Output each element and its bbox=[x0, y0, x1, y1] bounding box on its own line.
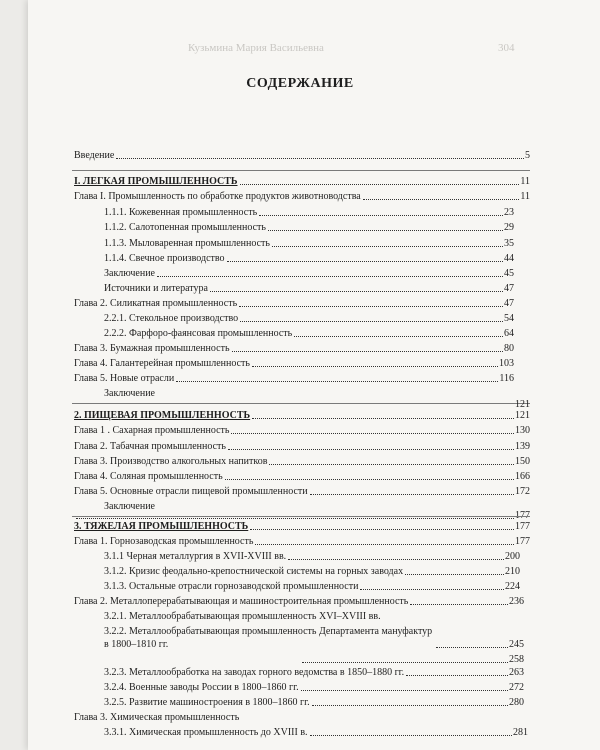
toc-entry-label: I. ЛЕГКАЯ ПРОМЫШЛЕННОСТЬ bbox=[74, 176, 238, 187]
leader-dots bbox=[76, 517, 514, 519]
leader-dots bbox=[227, 260, 503, 262]
leader-dots bbox=[406, 674, 508, 676]
toc-entry-label: 1.1.2. Салотопенная промышленность bbox=[104, 222, 266, 233]
toc-subsection[interactable] bbox=[104, 625, 524, 651]
toc-entry-label: 3.1.2. Кризис феодально-крепостнической системы на горных заводах bbox=[104, 566, 404, 577]
leader-dots bbox=[259, 214, 503, 216]
leader-dots bbox=[302, 661, 508, 663]
toc-entry-label: Глава 2. Силикатная промышленность bbox=[74, 298, 238, 309]
leader-dots bbox=[410, 603, 508, 605]
toc-page-number: 54 bbox=[504, 313, 514, 324]
leader-dots bbox=[405, 573, 504, 575]
toc-chapter[interactable] bbox=[74, 343, 514, 355]
toc-entry-label: Источники и литература bbox=[104, 283, 208, 294]
toc-page-number: 29 bbox=[504, 222, 514, 233]
leader-dots bbox=[116, 157, 524, 159]
toc-page-number: 47 bbox=[504, 283, 514, 294]
leader-dots bbox=[76, 407, 514, 408]
toc-chapter[interactable] bbox=[74, 441, 530, 453]
toc-section-1[interactable] bbox=[74, 176, 530, 188]
leader-dots bbox=[228, 448, 514, 450]
toc-entry-label: Глава 5. Основные отрасли пищевой промышленности bbox=[74, 486, 308, 497]
toc-page-number: 245 bbox=[509, 639, 524, 650]
toc-page-number: 177 bbox=[515, 521, 530, 532]
leader-dots bbox=[363, 198, 520, 200]
leader-dots bbox=[240, 320, 503, 322]
toc-entry-label: Глава 4. Галантерейная промышленность bbox=[74, 358, 250, 369]
leader-dots bbox=[252, 417, 514, 419]
leader-dots bbox=[310, 493, 514, 495]
leader-dots bbox=[231, 432, 514, 434]
toc-entry-label: 3.2.2. Металлообрабатывающая промышленность Департамента мануфактур в 1800–1810 гг. bbox=[104, 626, 433, 650]
toc-page-number: 64 bbox=[504, 328, 514, 339]
toc-entry-label: Заключение bbox=[104, 501, 155, 512]
toc-chapter[interactable] bbox=[74, 596, 524, 608]
toc-entry-label: 3.2.3. Металлообработка на заводах горного ведомства в 1850–1880 гг. bbox=[104, 667, 405, 678]
toc-subsection[interactable] bbox=[104, 682, 524, 694]
page-title: СОДЕРЖАНИЕ bbox=[246, 76, 354, 91]
toc-page-number: 177 bbox=[515, 510, 530, 521]
toc-entry-label: Заключение bbox=[104, 388, 155, 399]
toc-entry-label: Введение bbox=[74, 150, 115, 161]
toc-subsection[interactable] bbox=[104, 207, 514, 219]
toc-entry-label: Глава 4. Соляная промышленность bbox=[74, 471, 223, 482]
toc-entry-label: 1.1.4. Свечное производство bbox=[104, 253, 225, 264]
toc-entry-label: Глава 3. Бумажная промышленность bbox=[74, 343, 230, 354]
section-divider bbox=[72, 516, 530, 517]
toc-section-3[interactable] bbox=[74, 521, 530, 533]
toc-entry-label: Глава 2. Табачная промышленность bbox=[74, 441, 226, 452]
leader-dots bbox=[157, 275, 503, 277]
toc-entry-label: Глава 3. Производство алкогольных напитков bbox=[74, 456, 268, 467]
toc-page-number: 200 bbox=[505, 551, 520, 562]
toc-sources[interactable] bbox=[104, 283, 514, 295]
toc-entry-introduction[interactable] bbox=[74, 150, 530, 162]
toc-subsection[interactable] bbox=[104, 697, 524, 709]
toc-page-number: 272 bbox=[509, 682, 524, 693]
toc-page-number: 45 bbox=[504, 268, 514, 279]
toc-subsection[interactable] bbox=[104, 238, 514, 250]
leader-dots bbox=[268, 229, 503, 231]
toc-entry-label: 1.1.1. Кожевенная промышленность bbox=[104, 207, 258, 218]
toc-subsection[interactable] bbox=[104, 551, 520, 563]
toc-entry-label: Глава I. Промышленность по обработке продуктов животноводства bbox=[74, 191, 361, 202]
toc-section-2[interactable] bbox=[74, 410, 530, 422]
leader-dots bbox=[269, 463, 514, 465]
toc-page-number: 210 bbox=[505, 566, 520, 577]
toc-page-number: 44 bbox=[504, 253, 514, 264]
toc-entry-label: 2. ПИЩЕВАЯ ПРОМЫШЛЕННОСТЬ bbox=[74, 410, 251, 421]
leader-dots bbox=[250, 528, 514, 530]
toc-page-number: 11 bbox=[520, 191, 530, 202]
toc-page-number: 139 bbox=[515, 441, 530, 452]
toc-chapter[interactable] bbox=[74, 298, 514, 310]
toc-page-number: 177 bbox=[515, 536, 530, 547]
toc-subsection[interactable] bbox=[104, 328, 514, 340]
toc-page-number: 103 bbox=[499, 358, 514, 369]
toc-conclusion[interactable] bbox=[104, 268, 514, 280]
leader-dots bbox=[240, 183, 520, 185]
leader-dots bbox=[255, 543, 514, 545]
leader-dots bbox=[301, 689, 508, 691]
toc-page-number: 258 bbox=[509, 654, 524, 665]
toc-continuation-line bbox=[300, 654, 524, 666]
toc-subsection[interactable] bbox=[104, 313, 514, 325]
toc-entry-label: Глава 1 . Сахарная промышленность bbox=[74, 425, 230, 436]
leader-dots bbox=[288, 558, 504, 560]
toc-entry-label: 3. ТЯЖЕЛАЯ ПРОМЫШЛЕННОСТЬ bbox=[74, 521, 249, 532]
leader-dots bbox=[252, 365, 498, 367]
toc-subsection[interactable] bbox=[104, 253, 514, 265]
leader-dots bbox=[310, 734, 512, 736]
toc-page-number: 47 bbox=[504, 298, 514, 309]
toc-page-number: 172 bbox=[515, 486, 530, 497]
bleed-through-page-number: 304 bbox=[498, 42, 515, 54]
toc-entry-label: Заключение bbox=[104, 268, 155, 279]
toc-entry-label: 1.1.3. Мыловаренная промышленность bbox=[104, 238, 270, 249]
toc-entry-label: 3.2.5. Развитие машиностроения в 1800–1860 гг. bbox=[104, 697, 310, 708]
toc-entry-label: Глава 2. Металлоперерабатывающая и машиностроительная промышленность bbox=[74, 596, 409, 607]
leader-dots bbox=[176, 380, 498, 382]
toc-entry-label: Глава 5. Новые отрасли bbox=[74, 373, 175, 384]
toc-entry-label: 3.3.1. Химическая промышленность до XVIII в. bbox=[104, 727, 308, 738]
toc-chapter[interactable] bbox=[74, 456, 530, 468]
toc-chapter[interactable] bbox=[74, 536, 530, 548]
toc-chapter[interactable] bbox=[74, 358, 514, 370]
toc-entry-label: Глава 1. Горнозаводская промышленность bbox=[74, 536, 254, 547]
toc-page-number: 23 bbox=[504, 207, 514, 218]
toc-entry-label: 3.1.3. Остальные отрасли горнозаводской промышленности bbox=[104, 581, 359, 592]
toc-page-number: 35 bbox=[504, 238, 514, 249]
toc-chapter[interactable] bbox=[74, 191, 530, 203]
toc-entry-label: Глава 3. Химическая промышленность bbox=[74, 712, 240, 723]
leader-dots bbox=[436, 646, 508, 648]
toc-subsection[interactable] bbox=[104, 727, 528, 739]
toc-page-number: 130 bbox=[515, 425, 530, 436]
toc-subsection[interactable] bbox=[104, 581, 520, 593]
toc-page-number: 5 bbox=[525, 150, 530, 161]
section-divider bbox=[72, 170, 530, 171]
toc-entry-label: 3.2.1. Металлообрабатывающая промышленность XVI–XVIII вв. bbox=[104, 611, 381, 622]
leader-dots bbox=[360, 588, 504, 590]
bleed-through-header: Кузьмина Мария Васильевна bbox=[188, 42, 324, 54]
leader-dots bbox=[312, 704, 508, 706]
toc-subsection[interactable] bbox=[104, 222, 514, 234]
toc-entry-label: 2.2.1. Стекольное производство bbox=[104, 313, 239, 324]
toc-page-number: 150 bbox=[515, 456, 530, 467]
leader-dots bbox=[225, 478, 514, 480]
toc-page-number: 166 bbox=[515, 471, 530, 482]
leader-dots bbox=[210, 290, 503, 292]
toc-page-number: 263 bbox=[509, 667, 524, 678]
toc-page-number: 121 bbox=[515, 410, 530, 421]
leader-dots bbox=[272, 245, 503, 247]
toc-subsection[interactable] bbox=[104, 667, 524, 679]
toc-chapter[interactable] bbox=[74, 373, 514, 385]
toc-page-number: 236 bbox=[509, 596, 524, 607]
toc-subsection[interactable] bbox=[104, 611, 524, 623]
leader-dots bbox=[294, 335, 503, 337]
toc-page-number: 121 bbox=[515, 399, 530, 410]
toc-entry-label: 3.2.4. Военные заводы России в 1800–1860 гг. bbox=[104, 682, 299, 693]
toc-chapter[interactable] bbox=[74, 471, 530, 483]
toc-page-number: 281 bbox=[513, 727, 528, 738]
toc-entry-label: 2.2.2. Фарфоро-фаянсовая промышленность bbox=[104, 328, 293, 339]
toc-page-number: 224 bbox=[505, 581, 520, 592]
toc-chapter[interactable] bbox=[74, 486, 530, 498]
toc-page-number: 80 bbox=[504, 343, 514, 354]
toc-page-number: 116 bbox=[499, 373, 514, 384]
toc-chapter[interactable] bbox=[74, 712, 374, 724]
leader-dots bbox=[239, 305, 503, 307]
toc-page-number: 11 bbox=[520, 176, 530, 187]
leader-dots bbox=[232, 350, 503, 352]
toc-subsection[interactable] bbox=[104, 566, 520, 578]
toc-page-number: 280 bbox=[509, 697, 524, 708]
toc-entry-label: 3.1.1 Черная металлургия в XVII-XVIII вв. bbox=[104, 551, 287, 562]
toc-chapter[interactable] bbox=[74, 425, 530, 437]
